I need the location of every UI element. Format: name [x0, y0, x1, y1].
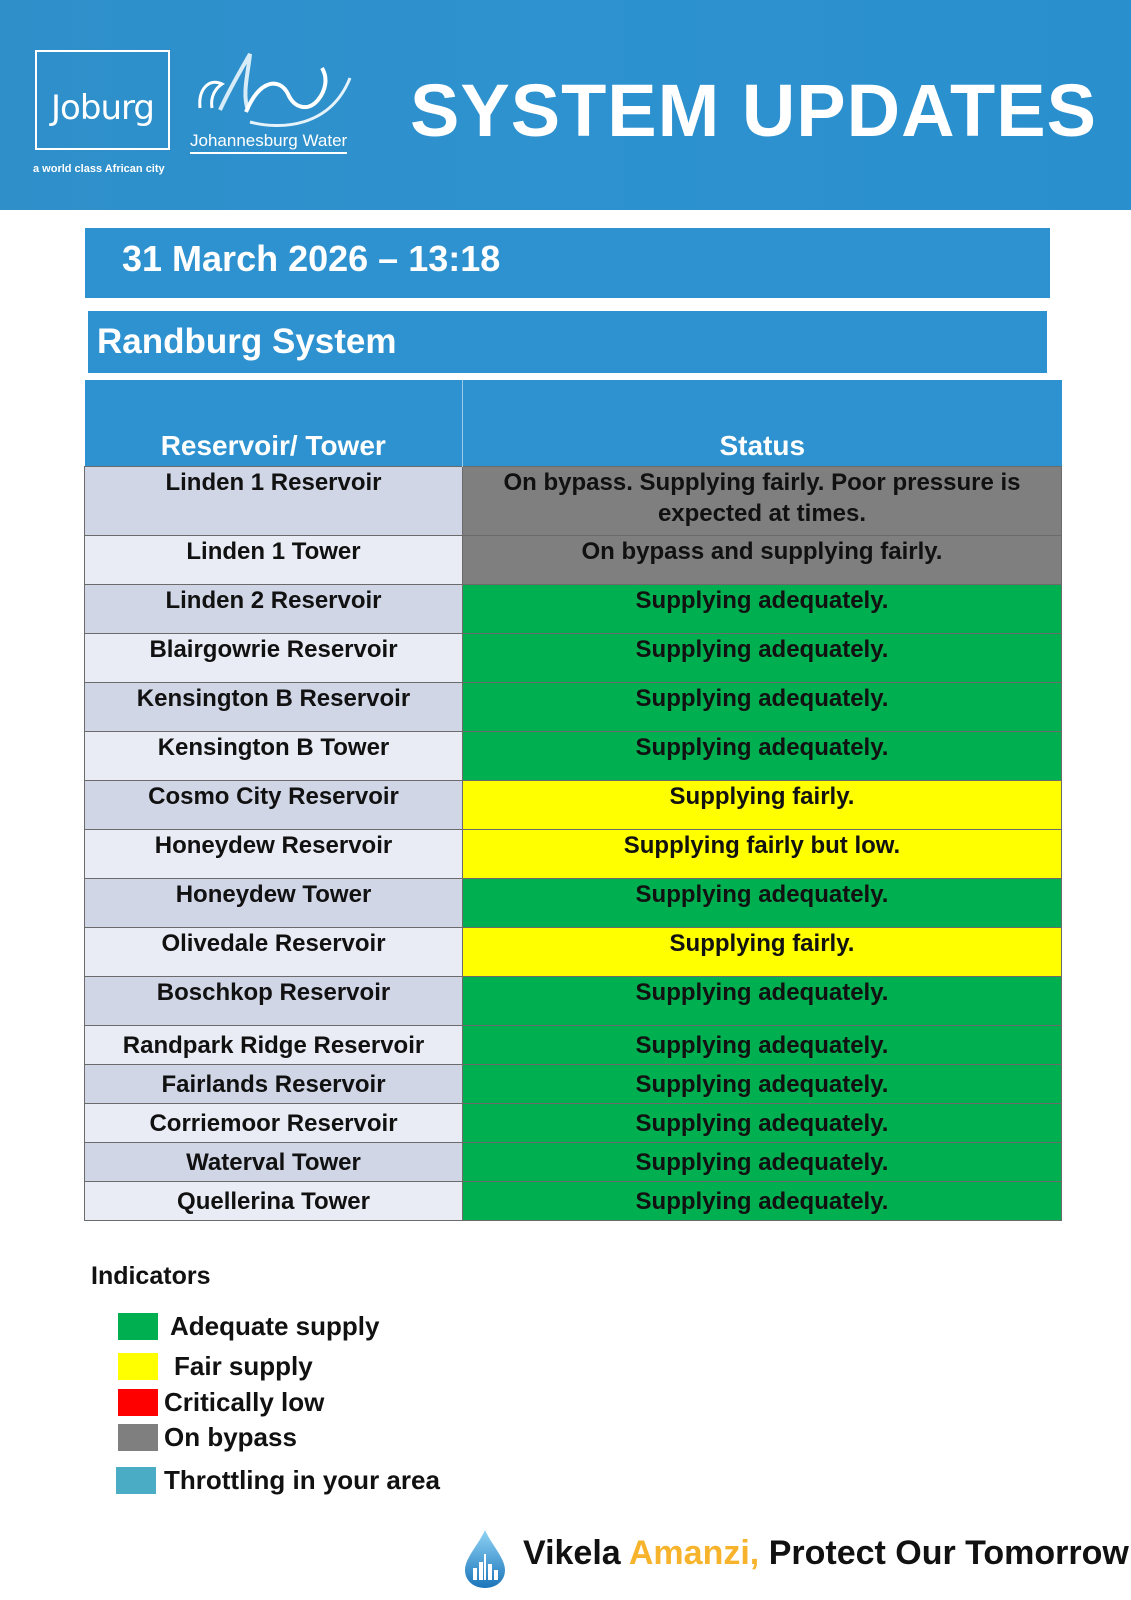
column-header-reservoir: Reservoir/ Tower	[85, 380, 463, 467]
status-cell-adequate: Supplying adequately.	[463, 585, 1062, 634]
status-cell-adequate: Supplying adequately.	[463, 977, 1062, 1026]
table-row	[85, 467, 1062, 536]
water-drop-city-icon	[463, 1528, 507, 1590]
table-row	[85, 634, 1062, 683]
joburg-logo	[35, 50, 170, 150]
status-cell-adequate: Supplying adequately.	[463, 1065, 1062, 1104]
status-cell-fair: Supplying fairly.	[463, 781, 1062, 830]
reservoir-name-cell: Olivedale Reservoir	[85, 928, 463, 977]
table-row	[85, 977, 1062, 1026]
system-banner	[88, 311, 1047, 373]
table-row	[85, 536, 1062, 585]
slogan-part-amanzi: Amanzi,	[628, 1534, 760, 1572]
reservoir-name-cell: Corriemoor Reservoir	[85, 1104, 463, 1143]
status-cell-adequate: Supplying adequately.	[463, 1182, 1062, 1221]
legend-swatch-fair	[118, 1353, 158, 1380]
status-cell-bypass: On bypass. Supplying fairly. Poor pressure is expected at times.	[463, 467, 1062, 536]
legend-swatch-critical	[118, 1389, 158, 1416]
column-header-status: Status	[463, 380, 1062, 467]
status-cell-adequate: Supplying adequately.	[463, 732, 1062, 781]
status-cell-adequate: Supplying adequately.	[463, 683, 1062, 732]
reservoir-name-cell: Linden 1 Reservoir	[85, 467, 463, 536]
table-row	[85, 683, 1062, 732]
legend-label-bypass: On bypass	[164, 1422, 297, 1452]
table-row	[85, 1182, 1062, 1221]
table-row	[85, 928, 1062, 977]
date-banner	[85, 228, 1050, 298]
status-cell-adequate: Supplying adequately.	[463, 1143, 1062, 1182]
status-cell-bypass: On bypass and supplying fairly.	[463, 536, 1062, 585]
page-title: SYSTEM UPDATES	[410, 69, 1097, 152]
system-name: Randburg System	[97, 322, 397, 361]
reservoir-name-cell: Honeydew Reservoir	[85, 830, 463, 879]
table-row	[85, 1104, 1062, 1143]
footer-slogan	[523, 1534, 1129, 1573]
update-datetime: 31 March 2026 – 13:18	[122, 238, 501, 279]
table-row	[85, 585, 1062, 634]
status-table	[84, 380, 1062, 1221]
legend-swatch-bypass	[118, 1424, 158, 1451]
joburg-tagline: a world class African city	[33, 163, 165, 175]
reservoir-name-cell: Honeydew Tower	[85, 879, 463, 928]
legend-swatch-throttling	[116, 1467, 156, 1494]
johannesburg-water-logo-text: Johannesburg Water	[190, 131, 347, 154]
table-header-row	[85, 380, 1062, 467]
status-cell-fair: Supplying fairly but low.	[463, 830, 1062, 879]
reservoir-name-cell: Linden 2 Reservoir	[85, 585, 463, 634]
legend-label-fair: Fair supply	[174, 1351, 313, 1381]
status-cell-adequate: Supplying adequately.	[463, 879, 1062, 928]
legend-label-throttling: Throttling in your area	[164, 1465, 440, 1495]
legend-label-adequate: Adequate supply	[170, 1311, 380, 1341]
indicators-title: Indicators	[91, 1262, 211, 1290]
header-banner	[0, 0, 1131, 210]
legend-label-critical: Critically low	[164, 1387, 325, 1417]
status-cell-adequate: Supplying adequately.	[463, 634, 1062, 683]
reservoir-name-cell: Boschkop Reservoir	[85, 977, 463, 1026]
reservoir-name-cell: Quellerina Tower	[85, 1182, 463, 1221]
table-row	[85, 781, 1062, 830]
reservoir-name-cell: Cosmo City Reservoir	[85, 781, 463, 830]
table-row	[85, 879, 1062, 928]
table-row	[85, 1026, 1062, 1065]
table-row	[85, 732, 1062, 781]
table-row	[85, 1143, 1062, 1182]
table-row	[85, 1065, 1062, 1104]
table-body	[85, 467, 1062, 1221]
status-cell-fair: Supplying fairly.	[463, 928, 1062, 977]
slogan-part-protect: Protect Our Tomorrow	[768, 1534, 1129, 1572]
reservoir-name-cell: Linden 1 Tower	[85, 536, 463, 585]
table-row	[85, 830, 1062, 879]
reservoir-name-cell: Randpark Ridge Reservoir	[85, 1026, 463, 1065]
reservoir-name-cell: Kensington B Reservoir	[85, 683, 463, 732]
reservoir-name-cell: Fairlands Reservoir	[85, 1065, 463, 1104]
joburg-logo-text: Joburg	[51, 88, 154, 128]
reservoir-name-cell: Blairgowrie Reservoir	[85, 634, 463, 683]
status-cell-adequate: Supplying adequately.	[463, 1026, 1062, 1065]
status-cell-adequate: Supplying adequately.	[463, 1104, 1062, 1143]
slogan-part-vikela: Vikela	[523, 1534, 621, 1572]
legend-swatch-adequate	[118, 1313, 158, 1340]
reservoir-name-cell: Kensington B Tower	[85, 732, 463, 781]
reservoir-name-cell: Waterval Tower	[85, 1143, 463, 1182]
